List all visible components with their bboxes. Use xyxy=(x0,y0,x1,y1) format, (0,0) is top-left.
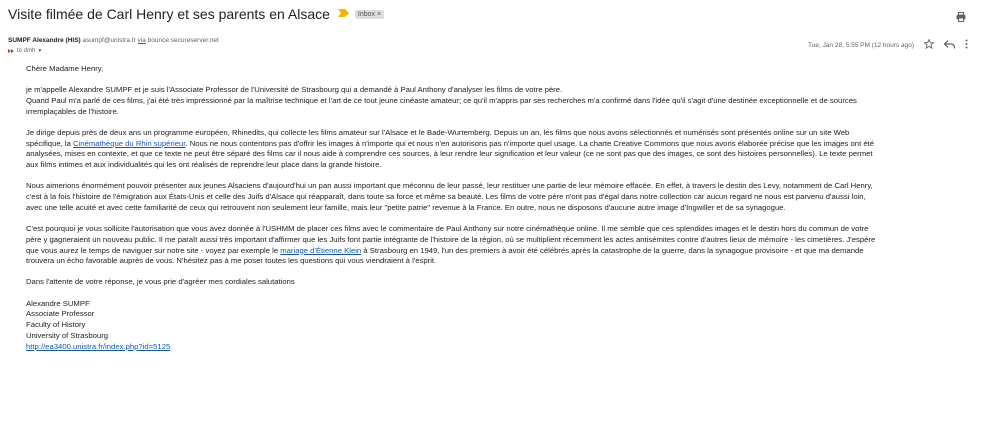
text-segment: que vous aurez le temps de naviguer sur notre site - voyez par exemple le xyxy=(26,245,281,255)
paragraph-line xyxy=(26,139,981,150)
recipient-line[interactable] xyxy=(8,48,42,54)
paragraph-line: C'est pourquoi je vous sollicite l'autorisation que vous avez donnée à l'USHMM de placer ces films avec le commentaire de Paul Anthony sur notre cinémathèque online. Il me semble que ces splendides images et le destin hors du commun de votre xyxy=(26,223,869,233)
inbox-label-chip[interactable] xyxy=(355,10,384,19)
recipient-text: to dmh xyxy=(17,48,36,54)
via-link[interactable]: via xyxy=(137,37,146,44)
paragraph-line: Nous aimerions énormément pouvoir présenter aux jeunes Alsaciens d'aujourd'hui un pan aussi important que méconnu de leur passé, leur restituer une partie de leur mémoire effacée. En effet, à travers le destin des Levy, notamment de Carl Henry, xyxy=(26,181,873,191)
paragraph-3 xyxy=(26,181,981,213)
print-icon[interactable] xyxy=(956,9,966,27)
cinematheque-link[interactable]: Cinémathèque du Rhin supérieur xyxy=(73,138,186,148)
sender-line xyxy=(8,37,219,44)
message-meta xyxy=(808,36,968,54)
remove-label-icon[interactable]: × xyxy=(377,10,382,18)
message-date: Tue, Jan 28, 5:55 PM (12 hours ago) xyxy=(808,41,914,49)
paragraph-line: avec une telle acuité et avec cette familiarité de ceux qui retrouvent non seulement leur famille, mais leur "petite patrie" revenue à la France. En outre, nous ne disposons d'aucune autre image d'Ingwiller et de sa synagogue. xyxy=(26,202,786,212)
paragraph-line xyxy=(26,246,981,257)
greeting: Chère Madame Henry, xyxy=(26,64,104,73)
signature-url-link[interactable]: http://ea3400.unistra.fr/index.php?id=5125 xyxy=(26,341,171,351)
subject-row xyxy=(8,6,384,22)
important-marker-icon[interactable] xyxy=(338,9,349,20)
paragraph-line: Quand Paul m'a parlé de ces films, j'ai été très impressionné par la maîtrise technique et l'art de ce tout jeune cinéaste amateur; ce qu'il m'appris par ses recherches m'a confirmé dans l'idée qu'il s'agit d'une destinée exceptionnelle et de sources xyxy=(26,95,857,105)
paragraph-2 xyxy=(26,128,981,171)
signature-title: Associate Professor xyxy=(26,309,95,319)
message-body xyxy=(26,64,981,353)
recipient-icon xyxy=(8,48,14,54)
paragraph-line: trouvera un écho favorable auprès de vous. N'hésitez pas à me poser toutes les questions qui vous viendraient à l'esprit. xyxy=(26,256,437,266)
closing: Dans l'attente de votre réponse, je vous prie d'agréer mes cordiales salutations xyxy=(26,277,295,287)
text-segment: spécifique, la xyxy=(26,138,74,148)
signature-name: Alexandre SUMPF xyxy=(26,298,90,308)
sender-name[interactable]: SUMPF Alexandre (HIS) xyxy=(8,37,81,44)
paragraph-line: Je dirige depuis près de deux ans un programme européen, Rhinedits, qui collecte les films amateur sur l'Alsace et le Bade-Wurtemberg. Depuis un an, les films que nous avons sélectionnés et numérisés sont présentés online sur un site Web xyxy=(26,127,850,137)
paragraph-line: analysées, mises en contexte, et que ce texte ne peut être séparé des films car il nous aide à comprendre ces sources, à leur rendre leur signification et leur valeur (ce ne sont pas que des images, ce sont des histoires personnelles). Le texte permet xyxy=(26,149,873,159)
text-segment: à Strasbourg en 1949, l'un des premiers à avoir été célébrés après la catastrophe de la guerre, dans la synagogue provisoire - et que ma demande xyxy=(361,245,864,255)
paragraph-1 xyxy=(26,85,981,117)
signature-university: University of Strasbourg xyxy=(26,330,109,340)
paragraph-line: père y gagneraient un nouveau public. Il me paraît aussi très important d'affirmer que les Juifs font partie intégrante de l'histoire de la région, où se multiplient récemment les actes antisémites contre d'autres lieux de mémoire - les cimetières. J'espère xyxy=(26,234,876,244)
inbox-label-text: Inbox xyxy=(357,10,376,18)
more-icon[interactable] xyxy=(965,36,968,54)
paragraph-4 xyxy=(26,224,981,267)
paragraph-line: je m'appelle Alexandre SUMPF et je suis l'Associate Professor de l'Université de Strasbourg qui a demandé à Paul Anthony d'analyser les films de votre père. xyxy=(26,85,563,95)
reply-icon[interactable] xyxy=(944,36,955,54)
paragraph-line: aux films intimes et aux individualités qui les ont réalisés de reprendre leur place dans la grande histoire. xyxy=(26,160,382,170)
paragraph-line: c'est à la fois l'histoire de l'émigration aux États-Unis et celle des Juifs d'Alsace qui réapparaît, dans toute sa force et même sa beauté. Les films de votre père n'ont pas d'égal dans notre collection car aucun regard ne nous est parvenu d'aussi loin, xyxy=(26,192,866,202)
signature-faculty: Faculty of History xyxy=(26,320,86,330)
via-domain: bounce.secureserver.net xyxy=(147,37,219,44)
mariage-link[interactable]: mariage d'Étienne Klein xyxy=(280,245,362,255)
chevron-down-icon[interactable]: ▼ xyxy=(37,48,43,54)
paragraph-line: irremplaçables de l'histoire. xyxy=(26,106,119,116)
email-subject: Visite filmée de Carl Henry et ses parents en Alsace xyxy=(8,6,330,22)
star-icon[interactable] xyxy=(924,36,934,54)
sender-email: asumpf@unistra.fr xyxy=(82,37,136,44)
signature xyxy=(26,299,981,353)
text-segment: . Nous ne nous contentons pas d'offrir les images à n'importe qui et nous n'en autorisons pas n'importe quel usage. La charte Creative Commons que nous avons élaborée précise que les images ont été xyxy=(185,138,875,148)
